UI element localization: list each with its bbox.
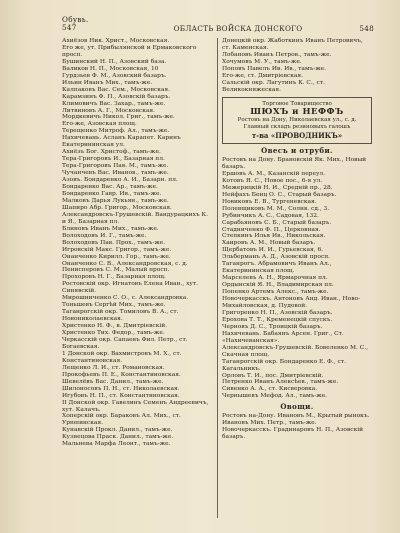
directory-entry: Мирошниченко С. О., с. Александровка. — [62, 295, 189, 302]
directory-entry: Онанченко С. В., Александровская, с. д. — [62, 260, 188, 267]
directory-entry: Полевщиковъ М. М., Солнв. сд., 3. — [222, 205, 330, 212]
directory-entry: Калпаковъ Вас. Сем., Московская. — [62, 86, 170, 93]
left-column — [62, 38, 212, 448]
directory-entry: Мордкевичъ Никол. Григ., тамъ-же. — [62, 114, 175, 121]
oats-entries — [222, 157, 372, 400]
directory-entry: Бондаренко Гавр. Ив., тамъ-же. — [62, 190, 162, 197]
directory-entry: Нейфахъ Бенц О. С., Старый базаръ. — [222, 191, 337, 198]
directory-entry: Шевелёвъ Вас. Данил., тамъ-же. — [62, 378, 164, 385]
directory-entry: Ерохова Т. Т., Кременецкій спускъ. — [222, 316, 333, 323]
directory-entry: Валиков Н. П., Московская, 10 — [62, 65, 159, 72]
right-top-entries — [222, 38, 372, 94]
directory-entry: Климовичъ Вас. Захар., тамъ-же. — [62, 100, 166, 107]
directory-entry: Литвиновъ А. Г., Московская. — [62, 107, 155, 114]
directory-entry: Григоренко Н. П., Азовскій базаръ. — [222, 309, 333, 316]
directory-entry: Александровскъ-Грушевскій. Вандурацкихъ К. и Я., Базарная пл. — [62, 211, 208, 225]
directory-entry: Донецкій окр. Жаботкинъ Иванъ Петровичъ, ст. Каменская. — [222, 38, 363, 51]
directory-entry: Азовъ. Бондаренко А. И., Базарн. пл. — [62, 177, 178, 184]
directory-entry: Попенко Артемъ Алекс., тамъ-же. — [222, 289, 329, 296]
directory-entry: Сивенко А. А., ст. Кисверовка. — [222, 386, 318, 393]
column-divider — [217, 38, 218, 518]
directory-entry: Мальнева Марфа Леонт., тамъ-же. — [62, 441, 171, 448]
directory-entry: Игубовъ Н. П., ст. Константиновская. — [62, 392, 180, 399]
advertisement-box — [222, 97, 372, 144]
directory-entry: Чучанчевъ Вас. Иванов., тамъ-же. — [62, 170, 169, 177]
directory-entry: Шилоносовъ П. Н., ст. Николаевская. — [62, 385, 180, 392]
directory-entry: Ростовъ на Дону. Брановскій Як. Мих., Новый базаръ. — [222, 156, 367, 170]
ad-line-3: Ростовъ на Дону, Николаевская ул., с. д. — [237, 117, 357, 124]
directory-entry: Новиковъ Е. В., Тургеневская. — [222, 198, 317, 205]
directory-entry: Ростовскій окр. Игнатовъ Елена Иван., хут. Синявскій. — [62, 281, 199, 295]
directory-entry: Сарабьяновъ С. Б., Старый базаръ. — [222, 219, 332, 226]
directory-entry: Нахичевань. Асланъ Карапет. Каринъ Екатерининская ул. — [62, 135, 181, 149]
directory-entry: Новочеркасскъ. Антоновъ Анд. Иван., Ново-Михайловская, д. Пудовой. — [222, 296, 361, 309]
directory-entry: Черновъ Д. С., Троицкій базаръ. — [222, 323, 323, 330]
directory-entry: Таганрогскій окр. Бондаренко Е. Ф., ст. Кагальникъ. — [222, 358, 346, 372]
directory-entry: Бушинский Н. П., Азовский база. — [62, 58, 167, 65]
vegetable-entries — [222, 413, 372, 441]
directory-entry: Терещенко Митроф. Ал., тамъ-же. — [62, 128, 170, 135]
directory-entry: Нахичевань. Бабаянъ Арсен. Григ., Ст. «Нахичеванская». — [222, 330, 344, 344]
directory-entry: Лещенко Л. И., ст. Романовская. — [62, 364, 165, 371]
header-right-page-number: 548 — [359, 24, 374, 33]
section-heading-oats: Овесъ и отруби. — [261, 146, 333, 156]
directory-entry: Шапиро Абр. Григор., Московская. — [62, 204, 172, 211]
directory-entry: Онанченко Кирилл. Гор., тамъ-же. — [62, 253, 171, 260]
directory-entry: Рубинчикъ А. С., Садовая, 132. — [222, 212, 319, 219]
directory-entry: Игровскій Макс. Григор., тамъ-же. — [62, 246, 172, 253]
directory-entry: Хоперскій окр. Бараковъ Ал. Мих., ст. Урюпинская. — [62, 413, 181, 427]
directory-entry: Таганрогскій окр. Томиловъ В. А., ст. Новониколаевская. — [62, 309, 179, 323]
directory-entry: Пенисперовъ С. М., Малый просп. — [62, 267, 170, 274]
directory-entry: Александровскъ-Грушевскій. Бовеленко М. С., Скачная площ. — [222, 344, 369, 358]
directory-entry: Ильин Иванъ Мих., тамъ-же. — [62, 79, 153, 86]
directory-entry: Таганрогъ. Абрамовичъ Иванъ Ал., Екатерининская площ. — [222, 261, 332, 275]
directory-entry: Поповъ Павелъ Ив. Ив., тамъ-же. — [222, 65, 327, 72]
ad-line-5: т-ва «ПРОВОДНИКЪ» — [251, 131, 343, 141]
directory-entry: Марселевъ А. Н., Ярмарочная пл. — [222, 275, 328, 282]
directory-entry: Ордынскій Я. Н., Владимирская пл. — [222, 282, 334, 289]
directory-entry: Кунавскій Прокл. Данил., тамъ-же. — [62, 427, 173, 434]
directory-entry: Блиновъ Иванъ Мих., тамъ-же. — [62, 225, 159, 232]
directory-entry: 1 Донской окр. Вахмистровъ М. Х., ст. Константиновская. — [62, 350, 182, 364]
directory-entry: Тера-Григоровъ Пав. М., тамъ-же. — [62, 163, 169, 170]
directory-entry: Волоходовъ И. Г., тамъ-же. — [62, 232, 147, 239]
directory-entry: Кузнецова Праск. Данил., тамъ-же. — [62, 434, 174, 441]
page-header — [62, 16, 374, 36]
directory-entry: Волоходовъ Пав. Прох., тамъ-же. — [62, 239, 166, 246]
directory-entry: Прохоровъ Н. Г., Базарная площ. — [62, 274, 166, 281]
directory-entry: Ростовъ на-Дону. Ивановъ М., Крытый рынокъ. — [222, 413, 370, 420]
directory-entry: Межерицкій Н. И., Средній пр., 28. — [222, 184, 333, 191]
directory-entry: Котовъ Я. С., Новое пос., 6-я ул. — [222, 177, 323, 184]
right-column — [222, 38, 372, 441]
directory-entry: Ахиёзов Ник. Христ., Московская. — [62, 38, 170, 44]
header-region-title: ОБЛАСТЬ ВОЙСКА ДОНСКОГО — [173, 24, 303, 33]
ad-line-1: Торговое Товарищество — [262, 100, 332, 107]
directory-entry: Малковъ Дарья Лукьян., тамъ-же. — [62, 197, 169, 204]
directory-entry: Черкасскій окр. Сапаевъ Фил. Петр., ст. Богаевская. — [62, 336, 188, 350]
directory-entry: Прокофьевъ П. Е., Константиновская. — [62, 371, 181, 378]
directory-entry: Ивановъ Мих. Петр., тамъ-же. — [222, 420, 317, 427]
directory-entry: Стадниченко Ф. П., Церковная. — [222, 226, 321, 233]
directory-entry: Его-же, ст. Дмитріевская. — [222, 72, 303, 79]
directory-entry: Его же, ут. Прибылянской и Ермаковского просп. — [62, 44, 197, 58]
header-left-page-number: 547 — [62, 23, 77, 32]
header-left — [62, 16, 89, 32]
section-heading-vegetables: Овощи. — [280, 402, 314, 412]
directory-entry: Орловъ Т. И., пос. Дмитріевскій. — [222, 372, 324, 379]
directory-entry: Хаировъ А. М., Новый базаръ. — [222, 240, 316, 247]
directory-entry: Хочумовъ М. У., тамъ-же. — [222, 58, 302, 65]
header-category: Обувь. — [62, 15, 89, 24]
directory-entry: Новочеркасскъ. Градинаровъ Н. П., Азовскій базаръ. — [222, 427, 364, 441]
directory-entry: Тоньшевъ Сергѣй Мих., тамъ-же. — [62, 302, 166, 309]
directory-entry: Эльберманъ А. Д., Азовскій просп. — [222, 254, 331, 261]
ad-line-4: Главный складъ резиновыхъ галошъ — [243, 124, 351, 131]
directory-entry: Степкинъ Илья Ив., Никольская. — [222, 233, 326, 240]
directory-entry: Щербатовъ И. И., Гурьевская, 6. — [222, 247, 324, 254]
directory-entry: Гурдзьев Ф. М., Азовский базаръ. — [62, 72, 167, 79]
directory-entry: Бондаренко Вас. Ар., тамъ-же. — [62, 184, 158, 191]
directory-entry: Чернышевъ Мефод. Ал., тамъ-же. — [222, 393, 328, 400]
directory-entry: Христенко Тих. Федор., тамъ-же. — [62, 330, 165, 337]
directory-entry: Петренко Иванъ Алексѣев., тамъ-же. — [222, 379, 339, 386]
directory-entry: Ахиёзъ Бог. Христоф., тамъ-же. — [62, 149, 161, 156]
ad-company-name: ШЮХЪ и НЕФФЪ — [250, 107, 344, 118]
directory-entry: Ершовъ А. М., Казанскій переул. — [222, 170, 326, 177]
directory-entry: Сальскій окр. Лагутинъ К. С., ст. Великокняжеская. — [222, 79, 325, 93]
directory-entry: Лобановъ Иванъ Петров., тамъ-же. — [222, 51, 332, 58]
directory-entry: Тера-Григоровъ И., Базарная пл. — [62, 156, 165, 163]
directory-entry: II Донской окр. Гавелинъ Семенъ Андреевичъ, хут. Калачъ. — [62, 399, 209, 413]
directory-entry: Христенко Н. Ф., в. Дмитріевскій. — [62, 323, 168, 330]
directory-entry: Его-же, Азовская площ. — [62, 121, 137, 128]
directory-entry: Карамзинъ Ф. П., Азовскій базаръ. — [62, 93, 171, 100]
